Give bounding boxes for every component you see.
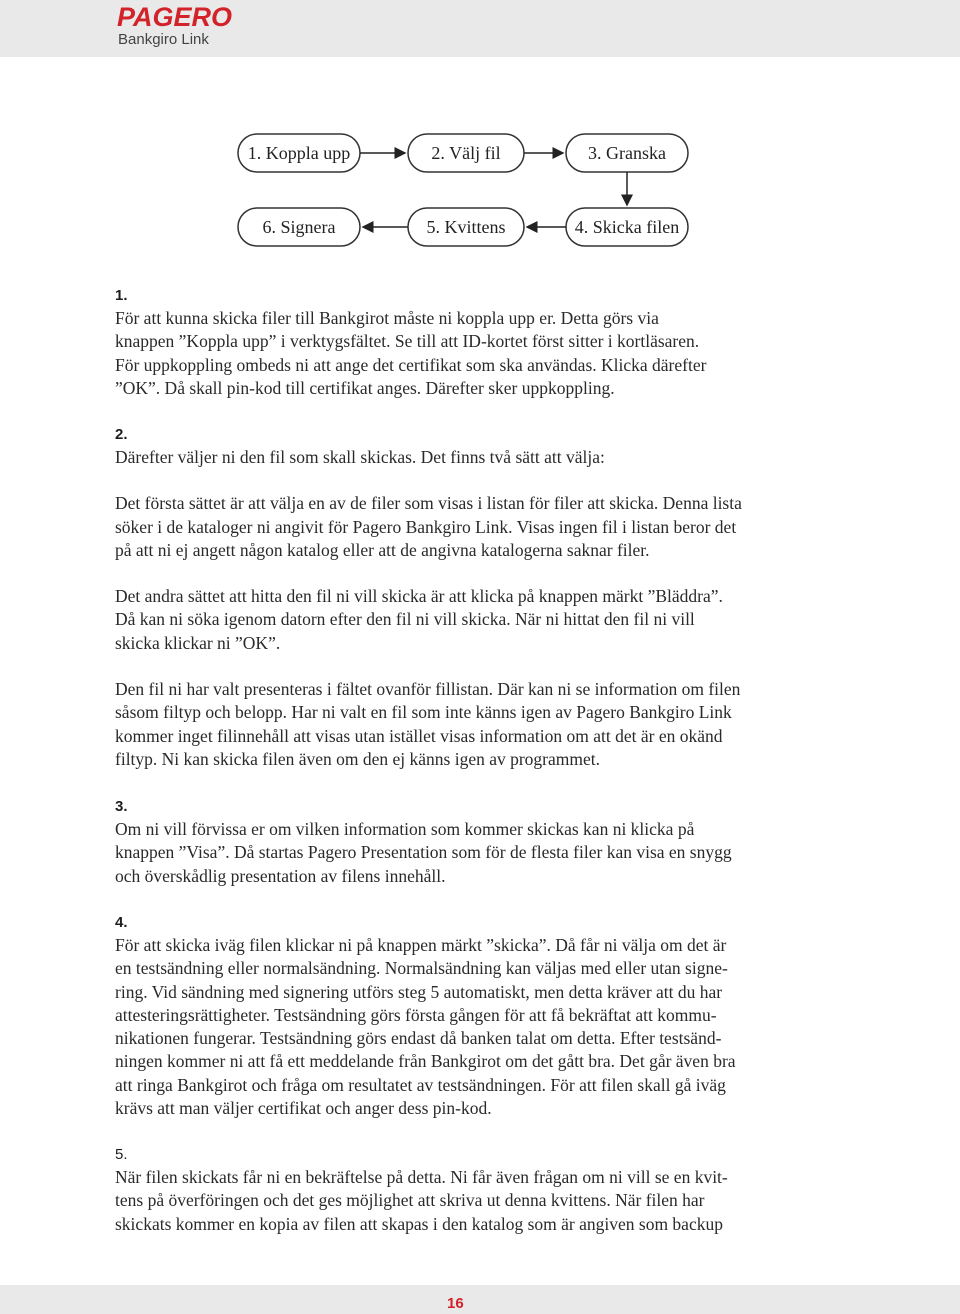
step-label: 6. Signera — [262, 217, 336, 237]
text-line: tens på överföringen och det ges möjlighet att skriva ut denna kvittens. När filen har — [115, 1190, 705, 1211]
text-line: filtyp. Ni kan skicka filen även om den ej känns igen av programmet. — [115, 748, 601, 769]
text-line: krävs att man väljer certifikat och anger dess pin-kod. — [115, 1098, 492, 1119]
text-line: För uppkoppling ombeds ni att ange det certifikat som ska användas. Klicka därefter — [115, 354, 707, 375]
text-line: ring. Vid sändning med signering utförs steg 5 automatiskt, men detta kräver att du har — [115, 981, 723, 1002]
section-number: 1. — [115, 287, 128, 304]
text-line: Det andra sättet att hitta den fil ni vill skicka är att klicka på knappen märkt ”Bläddra”. — [115, 586, 723, 607]
step-label: 3. Granska — [588, 143, 666, 163]
text-line: Om ni vill förvissa er om vilken information som kommer skickas kan ni klicka på — [115, 819, 695, 839]
text-line: på att ni ej angett någon katalog eller att de angivna katalogerna saknar filer. — [115, 539, 650, 560]
text-line: kommer inget filinnehåll att visas utan istället visas information om att det är en okänd — [115, 725, 723, 746]
step-label: 2. Välj fil — [431, 143, 501, 163]
section-1 — [115, 284, 855, 400]
section-number: 3. — [115, 798, 128, 815]
section-number: 2. — [115, 426, 128, 443]
section-number: 4. — [115, 914, 128, 931]
page-number: 16 — [447, 1295, 464, 1312]
text-line: ”OK”. Då skall pin-kod till certifikat anges. Därefter sker uppkoppling. — [115, 377, 615, 398]
text-line: Den fil ni har valt presenteras i fältet ovanför fillistan. Där kan ni se information om filen — [115, 679, 741, 700]
section-3 — [115, 795, 855, 888]
section-2 — [115, 423, 855, 771]
text-line: Därefter väljer ni den fil som skall skickas. Det finns två sätt att välja: — [115, 447, 605, 467]
step-label: 1. Koppla upp — [247, 143, 351, 163]
section-number: 5. — [115, 1146, 128, 1163]
text-line: att ringa Bankgirot och fråga om resultatet av testsändningen. För att filen skall gå iväg — [115, 1074, 726, 1095]
text-line: en testsändning eller normalsändning. Normalsändning kan väljas med eller utan signe- — [115, 958, 728, 979]
text-line: såsom filtyp och belopp. Har ni valt en fil som inte känns igen av Pagero Bankgiro Link — [115, 702, 732, 723]
text-line: När filen skickats får ni en bekräftelse på detta. Ni får även frågan om ni vill se en kvit- — [115, 1167, 728, 1187]
text-line: och överskådlig presentation av filens innehåll. — [115, 865, 446, 886]
text-line: söker i de kataloger ni angivit för Pagero Bankgiro Link. Visas ingen fil i listan beror det — [115, 516, 737, 537]
text-line: knappen ”Visa”. Då startas Pagero Presentation som för de flesta filer kan visa en snygg — [115, 842, 732, 863]
section-5 — [115, 1143, 855, 1236]
section-4 — [115, 911, 855, 1120]
text-line: Då kan ni söka igenom datorn efter den fil ni vill skicka. När ni hittat den fil ni vill — [115, 609, 695, 630]
product-name: Bankgiro Link — [118, 31, 209, 48]
text-line: attesteringsrättigheter. Testsändning görs första gången för att få bekräftat att kommu- — [115, 1004, 717, 1025]
text-line: För att skicka iväg filen klickar ni på knappen märkt ”skicka”. Då får ni välja om det är — [115, 935, 727, 955]
text-line: skickats kommer en kopia av filen att skapas i den katalog som är angiven som backup — [115, 1213, 723, 1234]
text-line: skicka klickar ni ”OK”. — [115, 632, 281, 653]
text-line: ningen kommer ni att få ett meddelande från Bankgirot om det gått bra. Det går även bra — [115, 1051, 736, 1072]
text-line: nikationen fungerar. Testsändning görs endast då banken talat om detta. Efter testsänd- — [115, 1028, 722, 1049]
text-line: knappen ”Koppla upp” i verktygsfältet. Se till att ID-kortet först sitter i kortläsaren. — [115, 331, 700, 352]
pagero-logo: PAGERO — [117, 2, 233, 32]
step-label: 4. Skicka filen — [574, 217, 680, 237]
step-label: 5. Kvittens — [426, 217, 506, 237]
text-line: Det första sättet är att välja en av de filer som visas i listan för filer att skicka. Denna lista — [115, 493, 742, 514]
process-flow-diagram — [235, 130, 695, 252]
text-line: För att kunna skicka filer till Bankgirot måste ni koppla upp er. Detta görs via — [115, 308, 659, 328]
